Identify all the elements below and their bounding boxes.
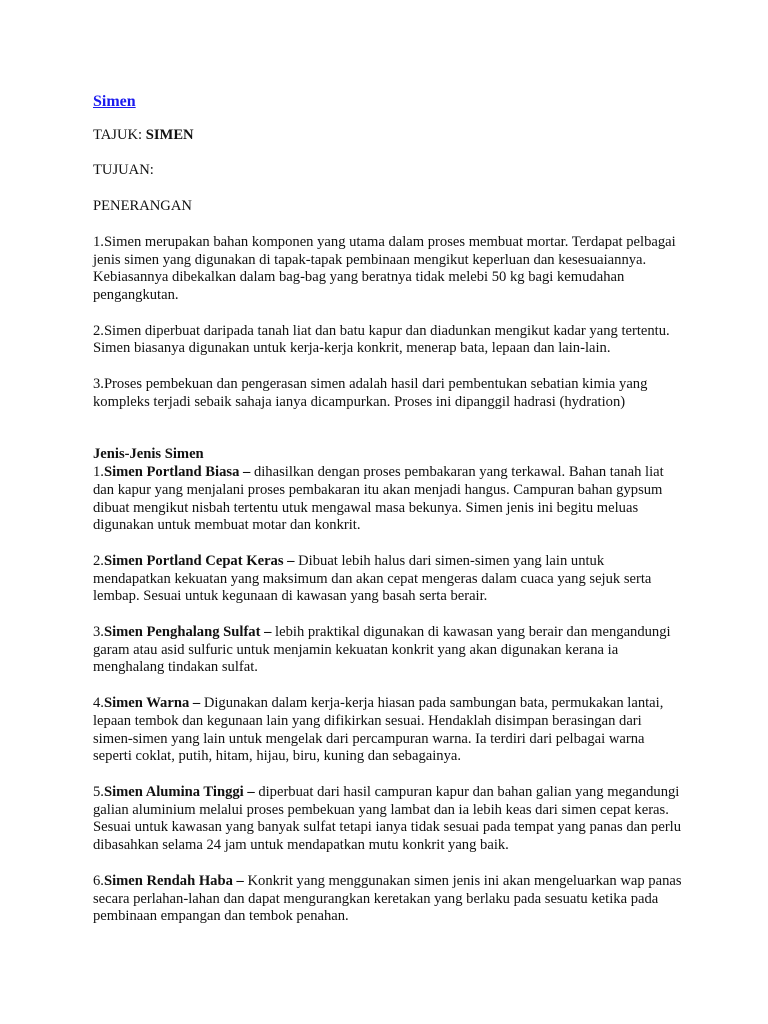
tajuk-value: SIMEN [145, 126, 194, 143]
document-page [93, 93, 683, 926]
type-item-4: 4.Simen Warna – Digunakan dalam kerja-kerja hiasan pada sambungan bata, permukakan lantai, lepaan tembok dan kegunaan lain yang difikirkan sesuai. Hendaklah disimpan berasingan dari simen-simen yang lain untuk mengelak dari percampuran warna. Ia terdiri dari pelbagai warna seperti coklat, putih, hitam, hijau, biru, kuning dan sebagainya. [93, 695, 664, 765]
intro-paragraph-3: 3.Proses pembekuan dan pengerasan simen adalah hasil dari pembentukan sebatian kimia yang kompleks terjadi sebaik sahaja ianya dicampurkan. Proses ini dipanggil hadrasi (hydration) [93, 376, 648, 410]
type-item-1: 1.Simen Portland Biasa – dihasilkan dengan proses pembakaran yang terkawal. Bahan tanah liat dan kapur yang menjalani proses pembakaran itu akan menjadi hangus. Campuran bahan gypsum dibuat mengikut nisbah tertentu utuk mengawal masa bekunya. Simen jenis ini begitu meluas digunakan untuk membuat motar dan konkrit. [93, 464, 664, 534]
type-desc: lebih praktikal digunakan di kawasan yang berair dan mengandungi garam atau asid sulfuric untuk menjamin kekuatan konkrit yang akan digunakan kerana ia menghalang tindakan sulfat. [93, 624, 671, 676]
types-heading: Jenis-Jenis Simen [93, 446, 204, 463]
type-desc: diperbuat dari hasil campuran kapur dan bahan galian yang megandungi galian aluminium melalui proses pembekuan yang lambat dan ia lebih keas dari simen cepat keras. Sesuai untuk kawasan yang banyak sulfat tetapi ianya tidak sesuai pada tempat yang panas dan perlu dibasahkan selama 24 jam untuk mendapatkan mutu konkrit yang baik. [93, 783, 682, 854]
type-name: Simen Portland Cepat Keras – [103, 552, 295, 569]
title-link[interactable]: Simen [93, 93, 136, 110]
tujuan-line: TUJUAN: [93, 162, 154, 179]
type-name: Simen Portland Biasa – [103, 464, 251, 481]
intro-paragraph-1: 1.Simen merupakan bahan komponen yang utama dalam proses membuat mortar. Terdapat pelbagai jenis simen yang digunakan di tapak-tapak pembinaan mengikut keperluan dan kesesuaiannya. Kebiasannya dibekalkan dalam bag-bag yang beratnya tidak melebi 50 kg bagi kemudahan pengangkutan. [93, 233, 676, 303]
tajuk-line [93, 127, 683, 145]
type-name: Simen Warna – [103, 695, 201, 712]
type-name: Simen Alumina Tinggi – [103, 783, 255, 800]
tajuk-label: TAJUK: [93, 126, 146, 143]
type-item-5: 5.Simen Alumina Tinggi – diperbuat dari hasil campuran kapur dan bahan galian yang megandungi galian aluminium melalui proses pembekuan yang lambat dan ia lebih keas dari simen cepat keras. Sesuai untuk kawasan yang banyak sulfat tetapi ianya tidak sesuai pada tempat yang panas dan perlu dibasahkan selama 24 jam untuk mendapatkan mutu konkrit yang baik. [93, 783, 682, 854]
type-item-3: 3.Simen Penghalang Sulfat – lebih praktikal digunakan di kawasan yang berair dan mengandungi garam atau asid sulfuric untuk menjamin kekuatan konkrit yang akan digunakan kerana ia menghalang tindakan sulfat. [93, 624, 671, 676]
type-name: Simen Rendah Haba – [103, 872, 244, 889]
penerangan-line: PENERANGAN [93, 198, 192, 215]
type-name: Simen Penghalang Sulfat – [103, 624, 272, 641]
type-desc: Digunakan dalam kerja-kerja hiasan pada sambungan bata, permukakan lantai, lepaan tembok dan kegunaan lain yang difikirkan sesuai. Hendaklah disimpan berasingan dari simen-simen yang lain untuk mengelak dari percampuran warna. Ia terdiri dari pelbagai warna seperti coklat, putih, hitam, hijau, biru, kuning dan sebagainya. [93, 695, 664, 765]
type-desc: Konkrit yang menggunakan simen jenis ini akan mengeluarkan wap panas secara perlahan-lahan dan dapat mengurangkan keretakan yang berlaku pada sesuatu ketika pada pembinaan empangan dan tembok penahan. [93, 872, 682, 925]
type-item-2: 2.Simen Portland Cepat Keras – Dibuat lebih halus dari simen-simen yang lain untuk mendapatkan kekuatan yang maksimum dan akan cepat mengeras dalam cuaca yang sejuk serta lembap. Sesuai untuk kegunaan di kawasan yang basah serta berair. [93, 552, 652, 605]
type-desc: Dibuat lebih halus dari simen-simen yang lain untuk mendapatkan kekuatan yang maksimum dan akan cepat mengeras dalam cuaca yang sejuk serta lembap. Sesuai untuk kegunaan di kawasan yang basah serta berair. [93, 552, 652, 605]
type-desc: dihasilkan dengan proses pembakaran yang terkawal. Bahan tanah liat dan kapur yang menjalani proses pembakaran itu akan menjadi hangus. Campuran bahan gypsum dibuat mengikut nisbah tertentu utuk mengawal masa bekunya. Simen jenis ini begitu meluas digunakan untuk membuat motar dan konkrit. [93, 464, 664, 534]
type-item-6: 6.Simen Rendah Haba – Konkrit yang menggunakan simen jenis ini akan mengeluarkan wap panas secara perlahan-lahan dan dapat mengurangkan keretakan yang berlaku pada sesuatu ketika pada pembinaan empangan dan tembok penahan. [93, 872, 682, 925]
intro-paragraph-2: 2.Simen diperbuat daripada tanah liat dan batu kapur dan diadunkan mengikut kadar yang tertentu. Simen biasanya digunakan untuk kerja-kerja konkrit, menerap bata, lepaan dan lain-lain. [93, 322, 670, 357]
